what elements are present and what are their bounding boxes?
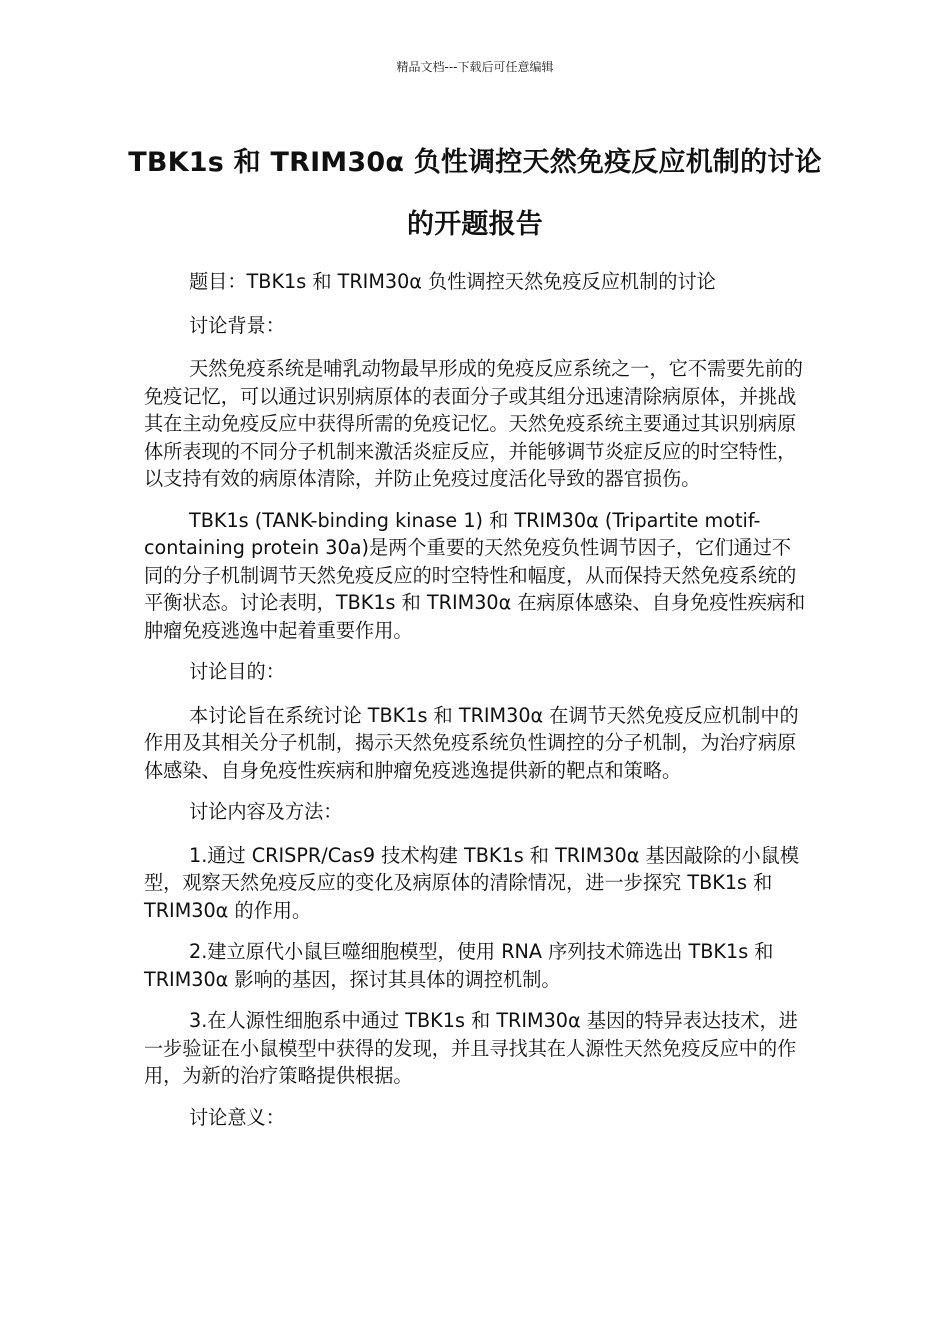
page-header: 精品文档---下载后可任意编辑 [396,60,554,74]
method-item-3: 3.在人源性细胞系中通过 TBK1s 和 TRIM30α 基因的特异表达技术，进一步验证在小鼠模型中获得的发现，并且寻找其在人源性天然免疫反应中的作用，为新的治疗策略提供根据。 [144,1009,798,1087]
paragraph-background-2: TBK1s (TANK-binding kinase 1) 和 TRIM30α (Tripartite motif-containing protein 30a)是两个重要的天然免疫负性调节因子，它们通过不同的分子机制调节天然免疫反应的时空特性和幅度，从而保持天然免疫系统的平衡状态。讨论表明，TBK1s 和 TRIM30α 在病原体感染、自身免疫性疾病和肿瘤免疫逃逸中起着重要作用。 [144,508,806,642]
section-heading-background: 讨论背景： [189,313,285,337]
document-body [144,268,806,1147]
section-heading-methods: 讨论内容及方法： [189,800,343,823]
section-heading-purpose: 讨论目的： [189,660,285,683]
section-heading-significance: 讨论意义： [189,1105,285,1129]
method-item-2: 2.建立原代小鼠巨噬细胞模型，使用 RNA 序列技术筛选出 TBK1s 和 TRIM30α 影响的基因，探讨其具体的调控机制。 [144,940,774,991]
method-item-1: 1.通过 CRISPR/Cas9 技术构建 TBK1s 和 TRIM30α 基因敲除的小鼠模型，观察天然免疫反应的变化及病原体的清除情况，进一步探究 TBK1s 和 TRIM30α 的作用。 [144,843,800,922]
document-title: TBK1s 和 TRIM30α 负性调控天然免疫反应机制的讨论的开题报告 [128,147,822,240]
paragraph-background-1: 天然免疫系统是哺乳动物最早形成的免疫反应系统之一，它不需要先前的免疫记忆，可以通过识别病原体的表面分子或其组分迅速清除病原体，并挑战其在主动免疫反应中获得所需的免疫记忆。天然免疫系统主要通过其识别病原体所表现的不同分子机制来激活炎症反应，并能够调节炎症反应的时空特性，以支持有效的病原体清除，并防止免疫过度活化导致的器官损伤。 [144,357,803,490]
paragraph-purpose: 本讨论旨在系统讨论 TBK1s 和 TRIM30α 在调节天然免疫反应机制中的作用及其相关分子机制，揭示天然免疫系统负性调控的分子机制，为治疗病原体感染、自身免疫性疾病和肿瘤免疫逃逸提供新的靶点和策略。 [144,703,799,782]
topic-line: 题目：TBK1s 和 TRIM30α 负性调控天然免疫反应机制的讨论 [189,270,716,293]
